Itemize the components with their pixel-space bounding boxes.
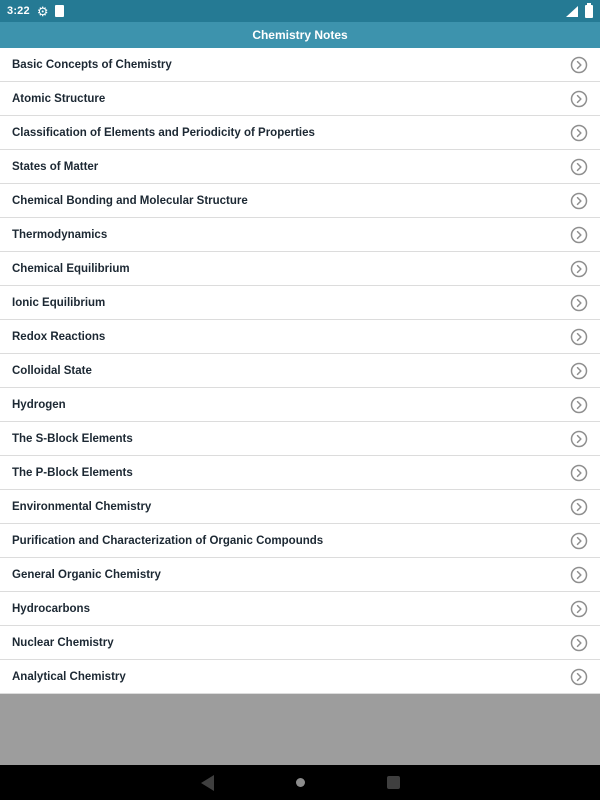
list-item[interactable] <box>0 490 600 524</box>
app-bar <box>0 22 600 48</box>
list-item[interactable] <box>0 286 600 320</box>
chevron-right-icon <box>570 634 588 652</box>
back-button[interactable] <box>201 775 214 791</box>
chevron-right-icon <box>570 90 588 108</box>
content-filler <box>0 694 600 765</box>
status-bar-left <box>7 5 64 18</box>
chevron-right-icon <box>570 226 588 244</box>
list-item[interactable] <box>0 116 600 150</box>
chevron-right-icon <box>570 464 588 482</box>
chapter-title: Hydrocarbons <box>12 602 90 615</box>
chapter-title: Thermodynamics <box>12 228 108 241</box>
list-item[interactable] <box>0 82 600 116</box>
chapter-title: Colloidal State <box>12 364 92 377</box>
home-button[interactable] <box>296 778 305 787</box>
chapter-title: Classification of Elements and Periodicity of Properties <box>12 126 315 139</box>
list-item[interactable] <box>0 592 600 626</box>
chapter-title: Hydrogen <box>12 398 66 411</box>
list-item[interactable] <box>0 320 600 354</box>
chapter-title: Atomic Structure <box>12 92 106 105</box>
chevron-right-icon <box>570 430 588 448</box>
chevron-right-icon <box>570 498 588 516</box>
chevron-right-icon <box>570 668 588 686</box>
list-item[interactable] <box>0 252 600 286</box>
settings-icon: ⚙ <box>36 3 49 19</box>
file-icon <box>55 5 64 17</box>
list-item[interactable] <box>0 218 600 252</box>
chapter-title: Environmental Chemistry <box>12 500 152 513</box>
chapter-title: General Organic Chemistry <box>12 568 161 581</box>
chevron-right-icon <box>570 158 588 176</box>
chapter-title: Chemical Equilibrium <box>12 262 130 275</box>
chapter-title: Ionic Equilibrium <box>12 296 106 309</box>
chapter-title: Nuclear Chemistry <box>12 636 114 649</box>
chapter-list <box>0 48 600 694</box>
list-item[interactable] <box>0 456 600 490</box>
chapter-title: The P-Block Elements <box>12 466 133 479</box>
chevron-right-icon <box>570 396 588 414</box>
clock: 3:22 <box>7 5 30 17</box>
chevron-right-icon <box>570 294 588 312</box>
list-item[interactable] <box>0 150 600 184</box>
chapter-title: Redox Reactions <box>12 330 106 343</box>
chapter-title: Chemical Bonding and Molecular Structure <box>12 194 248 207</box>
list-item[interactable] <box>0 354 600 388</box>
chapter-title: States of Matter <box>12 160 99 173</box>
list-item[interactable] <box>0 48 600 82</box>
chapter-title: The S-Block Elements <box>12 432 133 445</box>
battery-icon <box>585 5 593 18</box>
chevron-right-icon <box>570 56 588 74</box>
status-bar-right <box>566 5 593 18</box>
list-item[interactable] <box>0 388 600 422</box>
list-item[interactable] <box>0 422 600 456</box>
wifi-icon <box>566 6 578 17</box>
navigation-bar <box>0 765 600 800</box>
list-item[interactable] <box>0 524 600 558</box>
page-title: Chemistry Notes <box>252 28 348 42</box>
status-bar <box>0 0 600 22</box>
chevron-right-icon <box>570 192 588 210</box>
chevron-right-icon <box>570 260 588 278</box>
list-item[interactable] <box>0 558 600 592</box>
chevron-right-icon <box>570 328 588 346</box>
recents-button[interactable] <box>387 776 400 789</box>
list-item[interactable] <box>0 184 600 218</box>
chevron-right-icon <box>570 600 588 618</box>
chevron-right-icon <box>570 566 588 584</box>
chevron-right-icon <box>570 124 588 142</box>
chapter-title: Purification and Characterization of Organic Compounds <box>12 534 324 547</box>
chevron-right-icon <box>570 362 588 380</box>
chapter-title: Analytical Chemistry <box>12 670 126 683</box>
list-item[interactable] <box>0 626 600 660</box>
chapter-title: Basic Concepts of Chemistry <box>12 58 172 71</box>
list-item[interactable] <box>0 660 600 694</box>
chevron-right-icon <box>570 532 588 550</box>
